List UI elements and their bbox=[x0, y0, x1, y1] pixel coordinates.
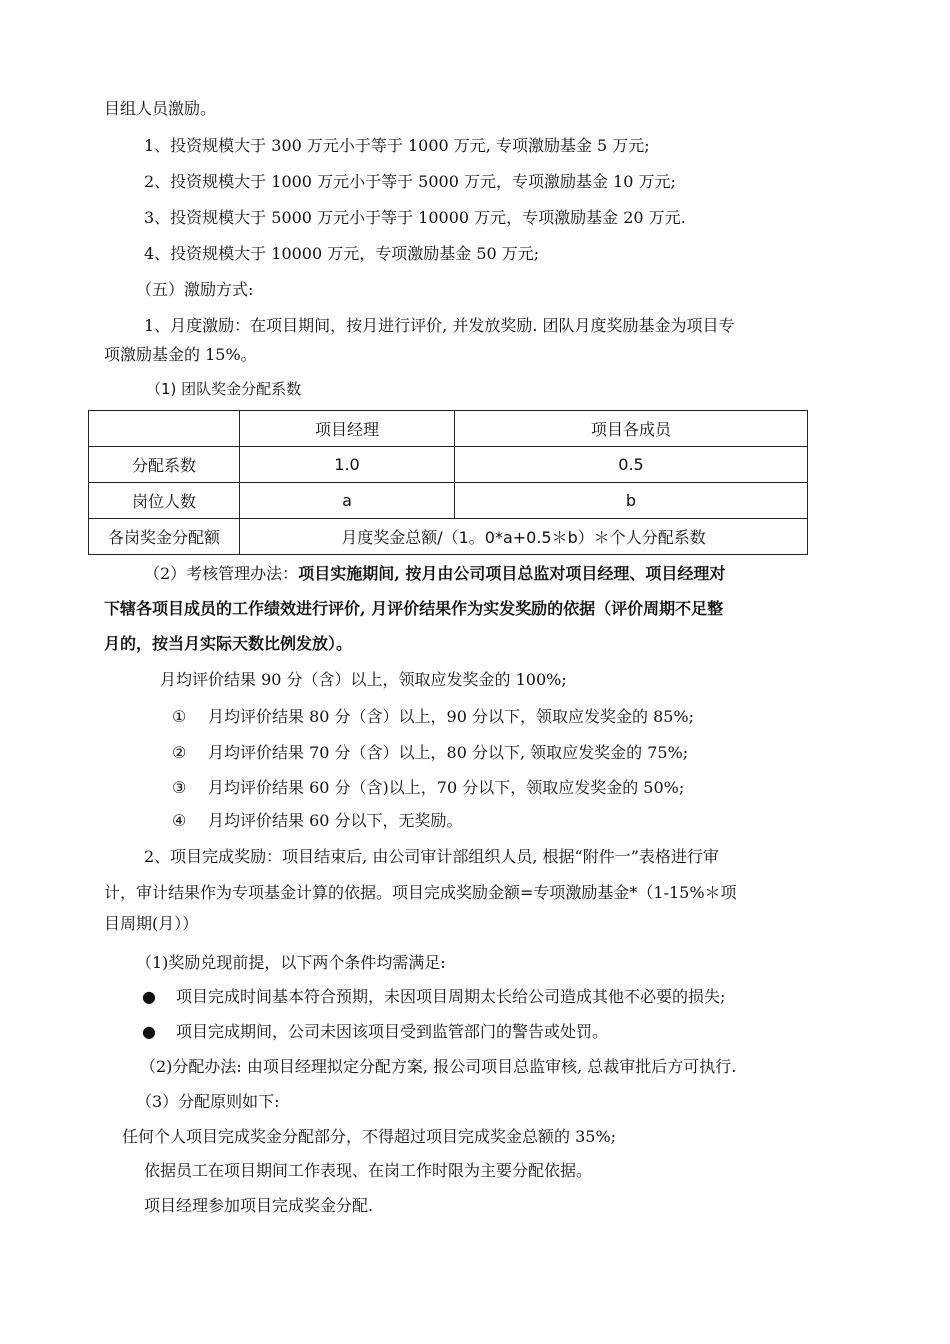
bullet-item bbox=[142, 1021, 608, 1043]
text-line: 依据员工在项目期间工作表现、在岗工作时限为主要分配依据。 bbox=[144, 1161, 593, 1180]
item-text: 月均评价结果 60 分以下，无奖励。 bbox=[208, 811, 463, 830]
text-line: 2、项目完成奖励：项目结束后, 由公司审计部组织人员, 根据“附件一”表格进行审 bbox=[144, 847, 719, 866]
bullet-item bbox=[142, 986, 725, 1008]
table-row bbox=[89, 483, 808, 519]
table-cell: 0.5 bbox=[455, 447, 808, 483]
table-cell: 1.0 bbox=[240, 447, 455, 483]
table-row-label: 岗位人数 bbox=[89, 483, 240, 519]
text-line: （3）分配原则如下: bbox=[136, 1092, 280, 1111]
table-header-cell: 项目各成员 bbox=[455, 411, 808, 447]
text-line: 目周期(月）） bbox=[104, 914, 199, 933]
text-line: 项目经理参加项目完成奖金分配. bbox=[144, 1196, 374, 1215]
bullet-icon: ● bbox=[142, 987, 156, 1006]
table-row bbox=[89, 447, 808, 483]
item-text: 项目完成时间基本符合预期，未因项目周期太长给公司造成其他不必要的损失; bbox=[176, 987, 726, 1006]
numbered-item bbox=[172, 742, 688, 764]
text-line: 计，审计结果作为专项基金计算的依据。项目完成奖励金额=专项激励基金*（1-15%＊项 bbox=[104, 883, 737, 902]
bonus-coefficient-table bbox=[88, 410, 808, 555]
table-row bbox=[89, 411, 808, 447]
circled-number: ① bbox=[172, 707, 187, 726]
text-line: （1)奖励兑现前提，以下两个条件均需满足: bbox=[136, 953, 446, 972]
text-line: 月均评价结果 90 分（含）以上，领取应发奖金的 100%; bbox=[160, 670, 567, 689]
circled-number: ② bbox=[172, 743, 187, 762]
circled-number: ③ bbox=[172, 778, 187, 797]
numbered-item bbox=[172, 706, 694, 728]
numbered-item bbox=[172, 777, 684, 799]
table-row bbox=[89, 519, 808, 555]
item-text: 项目完成期间，公司未因该项目受到监管部门的警告或处罚。 bbox=[176, 1022, 609, 1041]
numbered-item bbox=[172, 810, 463, 832]
circled-number: ④ bbox=[172, 811, 187, 830]
table-cell bbox=[89, 411, 240, 447]
item-text: 月均评价结果 60 分（含)以上，70 分以下，领取应发奖金的 50%; bbox=[208, 778, 685, 797]
bullet-icon: ● bbox=[142, 1022, 156, 1041]
table-row-label: 分配系数 bbox=[89, 447, 240, 483]
bold-text: 项目实施期间, 按月由公司项目总监对项目经理、项目经理对 bbox=[298, 564, 726, 583]
text-line: 月的，按当月实际天数比例发放）。 bbox=[104, 634, 353, 653]
text-line: 下辖各项目成员的工作绩效进行评价, 月评价结果作为实发奖励的依据（评价周期不足整 bbox=[104, 599, 724, 618]
section-heading: （五）激励方式: bbox=[136, 280, 254, 299]
text-line bbox=[144, 563, 725, 585]
text-line: 任何个人项目完成奖金分配部分，不得超过项目完成奖金总额的 35%; bbox=[122, 1127, 617, 1146]
table-cell: a bbox=[240, 483, 455, 519]
text-line: 目组人员激励。 bbox=[104, 99, 217, 118]
item-text: 月均评价结果 80 分（含）以上，90 分以下，领取应发奖金的 85%; bbox=[208, 707, 695, 726]
text-line: 1、月度激励：在项目期间，按月进行评价, 并发放奖励. 团队月度奖励基金为项目专 bbox=[144, 316, 735, 335]
table-cell: b bbox=[455, 483, 808, 519]
text-line: 1、投资规模大于 300 万元小于等于 1000 万元, 专项激励基金 5 万元; bbox=[144, 136, 650, 155]
text-line: 3、投资规模大于 5000 万元小于等于 10000 万元，专项激励基金 20 万元. bbox=[144, 208, 686, 227]
table-cell: 月度奖金总额/（1。0*a+0.5＊b）＊个人分配系数 bbox=[240, 519, 808, 555]
table-row-label: 各岗奖金分配额 bbox=[89, 519, 240, 555]
table-caption: （1) 团队奖金分配系数 bbox=[146, 380, 302, 398]
item-text: 月均评价结果 70 分（含）以上，80 分以下, 领取应发奖金的 75%; bbox=[208, 743, 689, 762]
text-line: 4、投资规模大于 10000 万元，专项激励基金 50 万元; bbox=[144, 244, 540, 263]
text-line: 项激励基金的 15%。 bbox=[104, 345, 257, 364]
plain-text: （2）考核管理办法： bbox=[144, 564, 299, 583]
text-line: （2)分配办法: 由项目经理拟定分配方案, 报公司项目总监审核, 总裁审批后方可执行. bbox=[140, 1057, 737, 1076]
table-header-cell: 项目经理 bbox=[240, 411, 455, 447]
text-line: 2、投资规模大于 1000 万元小于等于 5000 万元，专项激励基金 10 万元; bbox=[144, 172, 676, 191]
